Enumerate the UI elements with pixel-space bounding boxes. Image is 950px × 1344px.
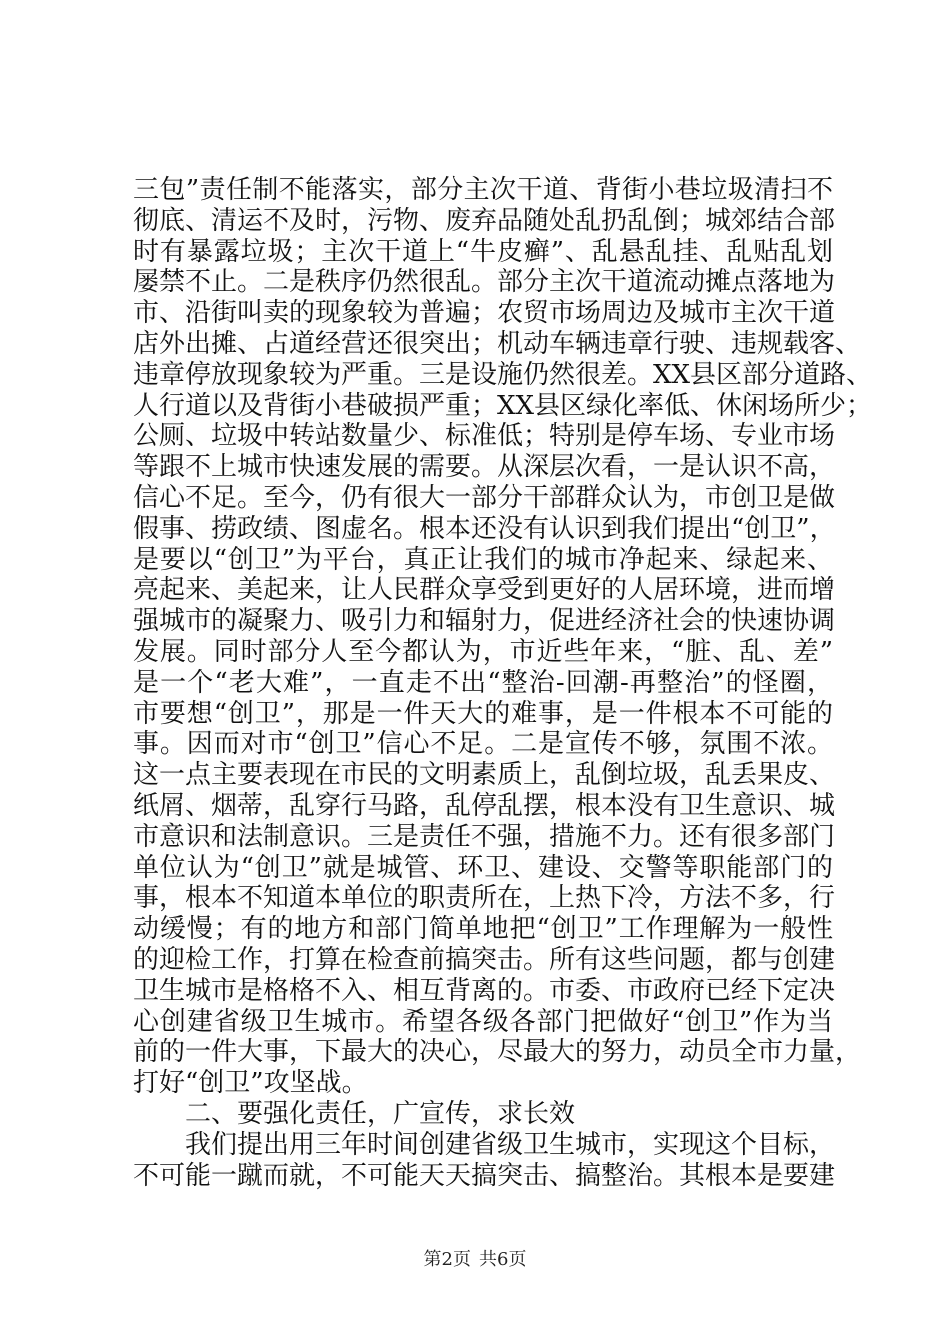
text-line: 信心不足。至今，仍有很大一部分干部群众认为，市创卫是做 xyxy=(133,482,836,513)
text-line: 事，根本不知道本单位的职责所在，上热下冷，方法不多，行 xyxy=(133,883,836,914)
page-number: 第2页 xyxy=(423,1249,471,1270)
document-body xyxy=(133,175,873,1191)
text-line: 单位认为“创卫”就是城管、环卫、建设、交警等职能部门的 xyxy=(133,852,833,883)
page-footer xyxy=(0,1245,950,1271)
text-line: 亮起来、美起来，让人民群众享受到更好的人居环境，进而增 xyxy=(133,575,836,606)
text-line: 是一个“老大难”，一直走不出“整治-回潮-再整治”的怪圈， xyxy=(133,667,833,698)
text-line: 卫生城市是格格不入、相互背离的。市委、市政府已经下定决 xyxy=(133,975,836,1006)
page-total: 共6页 xyxy=(479,1249,527,1270)
text-line: 彻底、清运不及时，污物、废弃品随处乱扔乱倒；城郊结合部 xyxy=(133,205,836,236)
text-line: 不可能一蹴而就，不可能天天搞突击、搞整治。其根本是要建 xyxy=(133,1160,836,1191)
text-line: 我们提出用三年时间创建省级卫生城市，实现这个目标， xyxy=(185,1129,836,1160)
text-line: 事。因而对市“创卫”信心不足。二是宣传不够，氛围不浓。 xyxy=(133,729,833,760)
text-line: 三包”责任制不能落实，部分主次干道、背街小巷垃圾清扫不 xyxy=(133,175,833,205)
section-heading: 二、要强化责任，广宣传，求长效 xyxy=(185,1098,576,1129)
text-line: 屡禁不止。二是秩序仍然很乱。部分主次干道流动摊点落地为 xyxy=(133,267,836,298)
text-line: 等跟不上城市快速发展的需要。从深层次看，一是认识不高， xyxy=(133,452,836,483)
text-line: 公厕、垃圾中转站数量少、标准低；特别是停车场、专业市场 xyxy=(133,421,836,452)
text-line: 动缓慢；有的地方和部门简单地把“创卫”工作理解为一般性 xyxy=(133,914,833,945)
text-line: 假事、捞政绩、图虚名。根本还没有认识到我们提出“创卫”， xyxy=(133,513,836,544)
text-line: 市意识和法制意识。三是责任不强，措施不力。还有很多部门 xyxy=(133,821,836,852)
text-line: 是要以“创卫”为平台，真正让我们的城市净起来、绿起来、 xyxy=(133,544,833,575)
text-line: 这一点主要表现在市民的文明素质上，乱倒垃圾，乱丢果皮、 xyxy=(133,760,836,791)
text-line: 发展。同时部分人至今都认为，市近些年来，“脏、乱、差” xyxy=(133,636,833,667)
text-line: 人行道以及背街小巷破损严重；XX县区绿化率低、休闲场所少； xyxy=(133,390,873,421)
text-line: 店外出摊、占道经营还很突出；机动车辆违章行驶、违规载客、 xyxy=(133,328,862,359)
text-line: 强城市的凝聚力、吸引力和辐射力，促进经济社会的快速协调 xyxy=(133,606,836,637)
text-line: 的迎检工作，打算在检查前搞突击。所有这些问题，都与创建 xyxy=(133,944,836,975)
text-line: 市要想“创卫”，那是一件天大的难事，是一件根本不可能的 xyxy=(133,698,833,729)
text-line: 前的一件大事，下最大的决心，尽最大的努力，动员全市力量， xyxy=(133,1037,862,1068)
text-line: 违章停放现象较为严重。三是设施仍然很差。XX县区部分道路、 xyxy=(133,359,873,390)
text-line: 时有暴露垃圾；主次干道上“牛皮癣”、乱悬乱挂、乱贴乱划 xyxy=(133,236,833,267)
text-line: 心创建省级卫生城市。希望各级各部门把做好“创卫”作为当 xyxy=(133,1006,833,1037)
text-line: 打好“创卫”攻坚战。 xyxy=(133,1068,368,1099)
text-line: 市、沿街叫卖的现象较为普遍；农贸市场周边及城市主次干道 xyxy=(133,298,836,329)
text-line: 纸屑、烟蒂，乱穿行马路，乱停乱摆，根本没有卫生意识、城 xyxy=(133,790,836,821)
